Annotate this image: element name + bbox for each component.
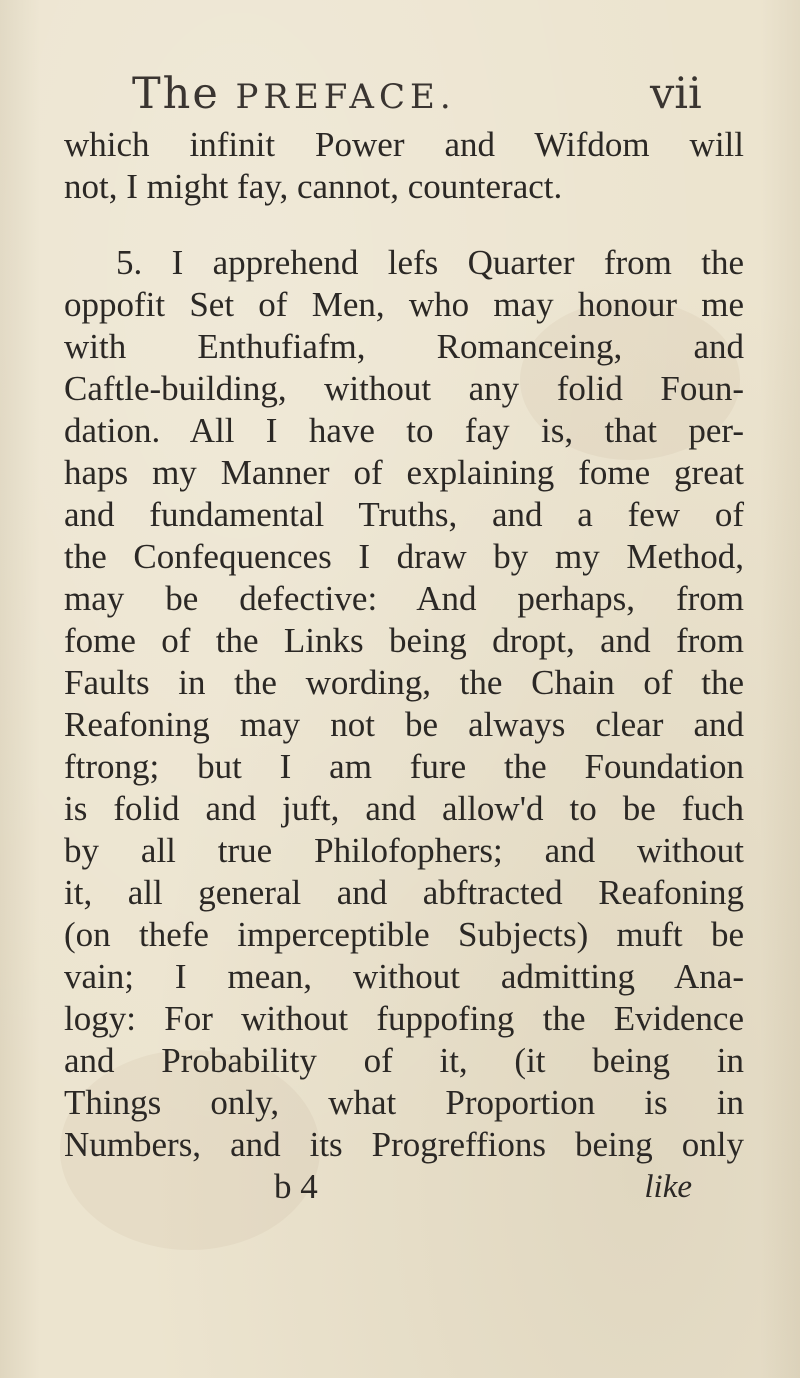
text-line: (on thefe imperceptible Subjects) muft be xyxy=(64,915,744,954)
text-line: the Confequences I draw by my Method, xyxy=(64,537,744,576)
text-line: with Enthufiafm, Romanceing, and xyxy=(64,327,744,366)
catchword: like xyxy=(644,1169,692,1205)
text-line: 5. I apprehend lefs Quarter from the xyxy=(116,243,744,282)
running-header xyxy=(0,70,800,130)
text-line: which infinit Power and Wifdom will xyxy=(64,125,744,164)
text-line: Reafoning may not be always clear and xyxy=(64,705,744,744)
text-line: Numbers, and its Progreffions being only xyxy=(64,1125,744,1164)
text-line: may be defective: And perhaps, from xyxy=(64,579,744,618)
text-line: haps my Manner of explaining fome great xyxy=(64,453,744,492)
signature-mark: b 4 xyxy=(274,1167,318,1206)
text-line: logy: For without fuppofing the Evidence xyxy=(64,999,744,1038)
text-line: Faults in the wording, the Chain of the xyxy=(64,663,744,702)
paragraph-gap xyxy=(64,208,744,242)
text-line: is folid and juft, and allow'd to be fuch xyxy=(64,789,744,828)
page-number: vii xyxy=(650,69,702,119)
text-line: by all true Philofophers; and without xyxy=(64,831,744,870)
text-line: fome of the Links being dropt, and from xyxy=(64,621,744,660)
text-line: it, all general and abftracted Reafoning xyxy=(64,873,744,912)
running-title-word: The xyxy=(132,69,220,119)
text-line: dation. All I have to fay is, that per- xyxy=(64,411,744,450)
text-line: vain; I mean, without admitting Ana- xyxy=(64,957,744,996)
text-line: not, I might fay, cannot, counteract. xyxy=(64,167,563,206)
text-line: and fundamental Truths, and a few of xyxy=(64,495,744,534)
footer-row xyxy=(64,1166,744,1208)
text-line: Things only, what Proportion is in xyxy=(64,1083,744,1122)
running-title xyxy=(132,70,456,121)
text-line: and Probability of it, (it being in xyxy=(64,1041,744,1080)
running-title-preface: PREFACE. xyxy=(235,77,456,117)
text-line: ftrong; but I am fure the Foundation xyxy=(64,747,744,786)
text-line: oppofit Set of Men, who may honour me xyxy=(64,285,744,324)
text-line: Caftle-building, without any folid Foun- xyxy=(64,369,744,408)
body-text xyxy=(64,124,744,1208)
